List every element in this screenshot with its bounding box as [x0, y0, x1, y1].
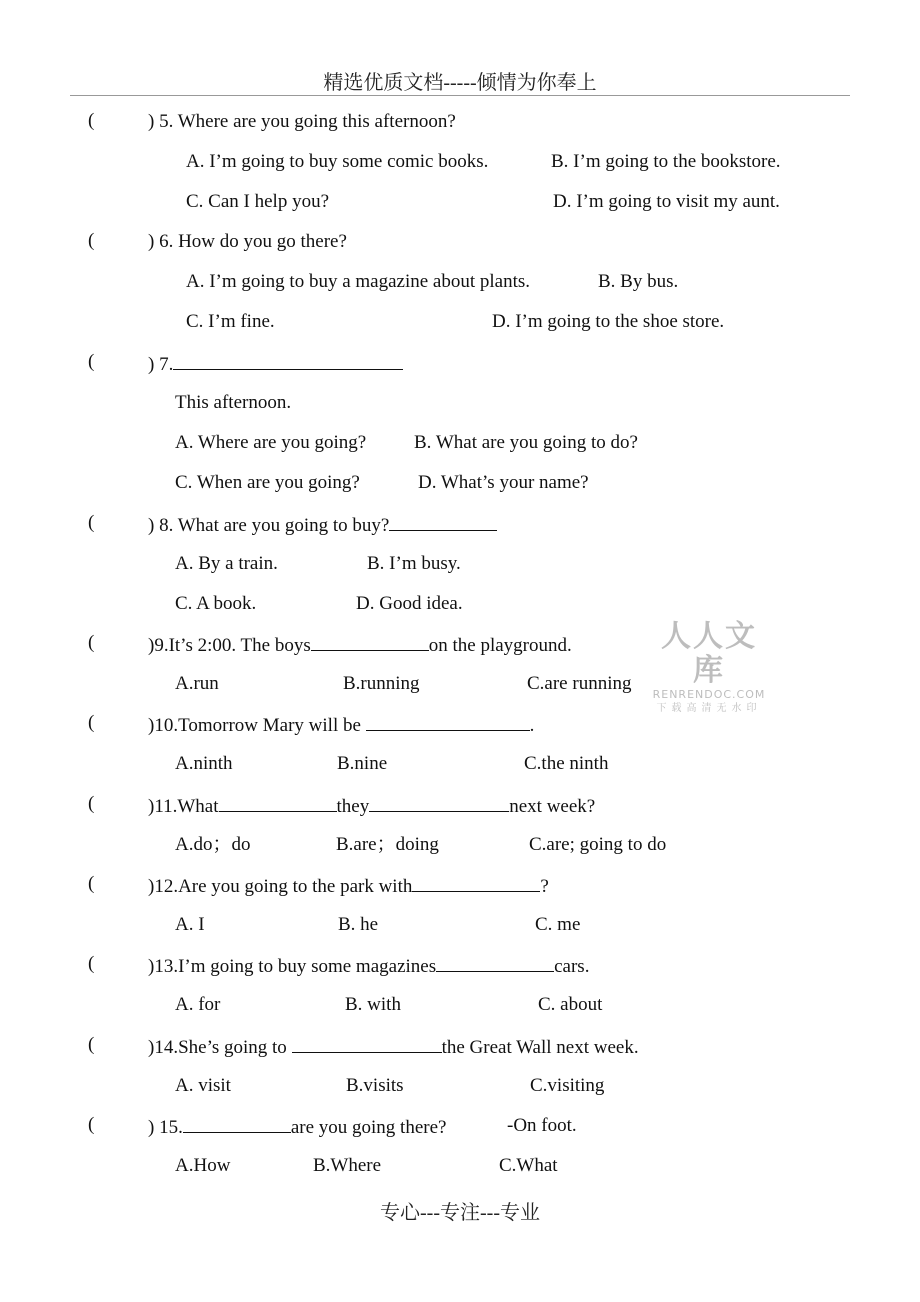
answer-blank[interactable]	[183, 1114, 291, 1133]
question-stem: )9.It’s 2:00. The boys on the playground.	[148, 632, 572, 658]
option-c: C.are; going to do	[529, 834, 667, 855]
option-b: B.visits	[346, 1075, 404, 1096]
option-c: C.the ninth	[524, 753, 609, 774]
answer-paren: (	[88, 1114, 95, 1135]
option-b: B. I’m going to the bookstore.	[551, 151, 781, 172]
header-rule	[70, 95, 850, 96]
answer-blank[interactable]	[292, 1034, 442, 1053]
option-c: C. about	[538, 994, 603, 1015]
watermark-url: RENRENDOC.COM	[652, 688, 766, 701]
question-stem: )14.She’s going to the Great Wall next week.	[148, 1034, 639, 1060]
option-a: A.run	[175, 673, 219, 694]
option-b: B. I’m busy.	[367, 553, 461, 574]
page-header: 精选优质文档-----倾情为你奉上	[323, 72, 597, 94]
option-a: A.do；do	[175, 834, 251, 855]
answer-paren: (	[88, 632, 95, 653]
option-a: A. I’m going to buy a magazine about plants.	[186, 271, 531, 292]
answer-paren: (	[88, 512, 95, 533]
watermark-title: 人人文库	[661, 619, 757, 688]
answer-paren: (	[88, 1034, 95, 1055]
option-d: D. I’m going to the shoe store.	[492, 311, 725, 332]
answer-paren: (	[88, 873, 95, 894]
answer-blank[interactable]	[436, 953, 554, 972]
option-a: A. I’m going to buy some comic books.	[186, 151, 489, 172]
question-stem: ) 5. Where are you going this afternoon?	[148, 111, 456, 132]
option-a: A.How	[175, 1155, 231, 1176]
option-a: A. visit	[175, 1075, 231, 1096]
option-b: B. What are you going to do?	[414, 432, 638, 453]
answer-blank[interactable]	[366, 712, 530, 731]
answer-blank[interactable]	[369, 793, 509, 812]
page-footer: 专心---专注---专业	[380, 1202, 540, 1224]
option-b: B.running	[343, 673, 420, 694]
reply-text: -On foot.	[507, 1115, 577, 1136]
option-a: A.ninth	[175, 753, 233, 774]
answer-paren: (	[88, 110, 95, 131]
option-c: C. A book.	[175, 593, 257, 614]
answer-paren: (	[88, 712, 95, 733]
option-a: A. Where are you going?	[175, 432, 367, 453]
option-a: A. for	[175, 994, 221, 1015]
option-b: B.Where	[313, 1155, 382, 1176]
answer-paren: (	[88, 230, 95, 251]
question-stem: )12.Are you going to the park with ?	[148, 873, 549, 899]
answer-paren: (	[88, 793, 95, 814]
option-a: A. By a train.	[175, 553, 278, 574]
question-stem: )10.Tomorrow Mary will be .	[148, 712, 534, 738]
answer-blank[interactable]	[173, 351, 403, 370]
option-c: C.What	[499, 1155, 558, 1176]
option-b: B. with	[345, 994, 401, 1015]
option-c: C.are running	[527, 673, 632, 694]
watermark-subtitle: 下载高清无水印	[656, 703, 762, 714]
answer-blank[interactable]	[389, 512, 497, 531]
option-a: A. I	[175, 914, 205, 935]
option-d: D. What’s your name?	[418, 472, 589, 493]
question-stem: )11.What they next week?	[148, 793, 595, 819]
option-b: B.nine	[337, 753, 388, 774]
question-stem: ) 8. What are you going to buy?	[148, 512, 497, 538]
question-stem: ) 15. are you going there?	[148, 1114, 446, 1140]
option-d: D. Good idea.	[356, 593, 463, 614]
renrendoc-watermark	[646, 620, 772, 716]
answer-blank[interactable]	[412, 873, 540, 892]
option-c: C. When are you going?	[175, 472, 360, 493]
option-c: C. me	[535, 914, 581, 935]
option-c: C. I’m fine.	[186, 311, 275, 332]
option-c: C. Can I help you?	[186, 191, 330, 212]
answer-blank[interactable]	[311, 632, 429, 651]
option-b: B.are；doing	[336, 834, 439, 855]
option-c: C.visiting	[530, 1075, 605, 1096]
option-b: B. he	[338, 914, 379, 935]
answer-text: This afternoon.	[175, 392, 292, 413]
answer-paren: (	[88, 351, 95, 372]
option-d: D. I’m going to visit my aunt.	[553, 191, 780, 212]
answer-paren: (	[88, 953, 95, 974]
answer-blank[interactable]	[219, 793, 337, 812]
option-b: B. By bus.	[598, 271, 679, 292]
question-stem: ) 6. How do you go there?	[148, 231, 347, 252]
question-stem: ) 7.	[148, 351, 403, 377]
question-stem: )13.I’m going to buy some magazines cars.	[148, 953, 589, 979]
